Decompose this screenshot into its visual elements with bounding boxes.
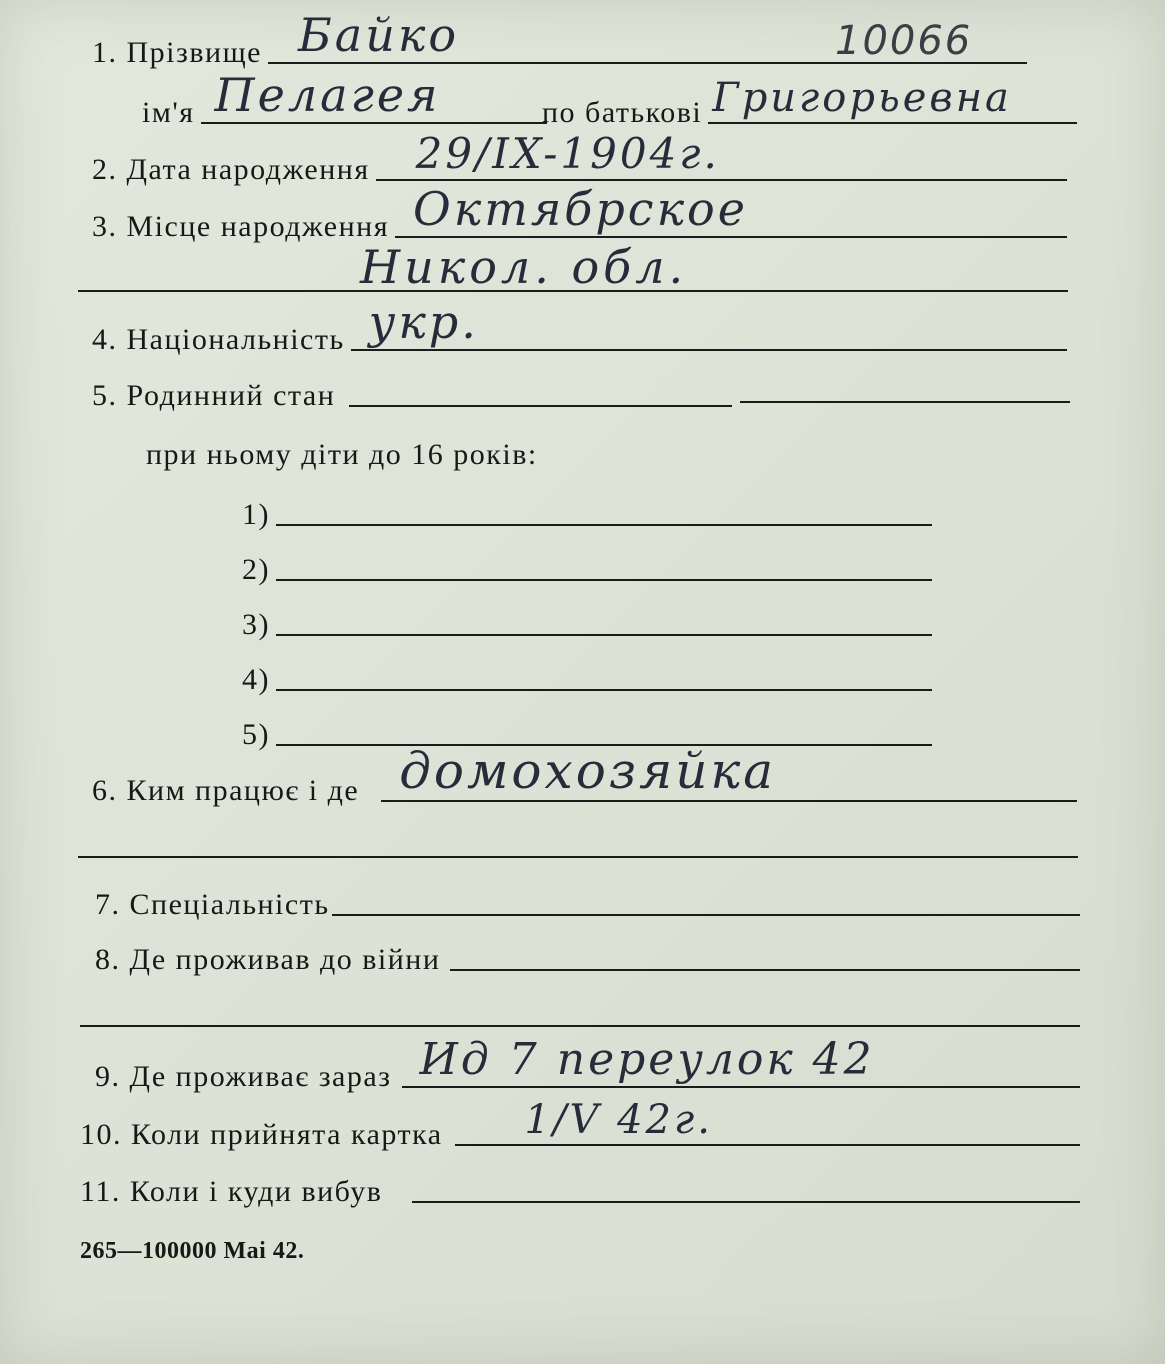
current-residence-row: [95, 1034, 1080, 1093]
child-number-2: 2): [242, 553, 270, 586]
birth-date-label: 2. Дата народження: [92, 153, 370, 186]
patronymic-row: [542, 75, 1077, 129]
first-name-line[interactable]: [201, 68, 547, 124]
nationality-value: укр.: [368, 295, 479, 349]
nationality-row: [92, 295, 1067, 356]
card-number: 10066: [835, 18, 973, 64]
patronymic-value: Григорьевна: [712, 75, 1012, 121]
occupation-value: домохозяйка: [399, 742, 777, 800]
children-label: при ньому діти до 16 років:: [146, 438, 538, 471]
card-accepted-line[interactable]: [455, 1097, 1080, 1146]
child-row-4: [242, 665, 932, 695]
birth-place-line[interactable]: [395, 182, 1067, 238]
departure-row: [80, 1177, 1080, 1207]
child-number-4: 4): [242, 663, 270, 696]
occupation-label: 6. Ким працює і де: [92, 774, 360, 807]
patronymic-label: по батькові: [542, 96, 703, 129]
marital-status-label: 5. Родинний стан: [92, 379, 336, 412]
current-residence-line[interactable]: [402, 1034, 1080, 1088]
first-name-value: Пелагея: [214, 68, 441, 122]
first-name-label: ім'я: [142, 96, 195, 129]
speciality-row: [95, 890, 1080, 920]
departure-label: 11. Коли і куди вибув: [80, 1175, 383, 1208]
marital-status-line[interactable]: [349, 403, 732, 407]
birth-date-value: 29/IX-1904г.: [415, 129, 720, 178]
child-number-5: 5): [242, 718, 270, 751]
occupation-row: [92, 742, 1077, 807]
children-heading: [146, 440, 538, 470]
child-line-4[interactable]: [276, 687, 932, 691]
child-number-1: 1): [242, 498, 270, 531]
surname-value: Байко: [298, 8, 460, 62]
birth-place-label: 3. Місце народження: [92, 210, 390, 243]
patronymic-line[interactable]: [708, 75, 1077, 124]
current-residence-label: 9. Де проживає зараз: [95, 1060, 392, 1093]
birth-place-row: [92, 182, 1067, 243]
birth-place-value-2: Никол. обл.: [360, 240, 688, 294]
marital-status-line-2[interactable]: [740, 401, 1070, 403]
card-accepted-value: 1/V 42г.: [524, 1097, 713, 1143]
card-accepted-label: 10. Коли прийнята картка: [80, 1118, 443, 1151]
child-row-3: [242, 610, 932, 640]
speciality-line[interactable]: [332, 912, 1081, 916]
child-line-2[interactable]: [276, 577, 932, 581]
speciality-label: 7. Спеціальність: [95, 888, 330, 921]
child-line-1[interactable]: [276, 522, 932, 526]
child-row-2: [242, 555, 932, 585]
surname-label: 1. Прізвище: [92, 36, 262, 69]
prewar-residence-row: [95, 945, 1080, 975]
child-line-3[interactable]: [276, 632, 932, 636]
child-row-1: [242, 500, 932, 530]
first-name-row: [142, 68, 547, 129]
surname-row: [92, 8, 1027, 69]
occupation-line[interactable]: [381, 742, 1077, 802]
marital-status-row: [92, 381, 732, 411]
departure-line[interactable]: [412, 1199, 1080, 1203]
prewar-residence-label: 8. Де проживав до війни: [95, 943, 441, 976]
birth-date-row: [92, 129, 1067, 186]
current-residence-value: Ид 7 переулок 42: [419, 1034, 875, 1085]
birth-place-value: Октябрское: [413, 182, 748, 236]
print-run-footer: 265—100000 Mai 42.: [80, 1238, 305, 1264]
child-number-3: 3): [242, 608, 270, 641]
occupation-line-2[interactable]: [78, 856, 1078, 858]
prewar-residence-line-2[interactable]: [80, 1025, 1080, 1027]
card-accepted-row: [80, 1097, 1080, 1151]
birth-date-line[interactable]: [376, 129, 1067, 181]
nationality-label: 4. Національність: [92, 323, 345, 356]
nationality-line[interactable]: [351, 295, 1067, 351]
prewar-residence-line[interactable]: [450, 967, 1080, 971]
